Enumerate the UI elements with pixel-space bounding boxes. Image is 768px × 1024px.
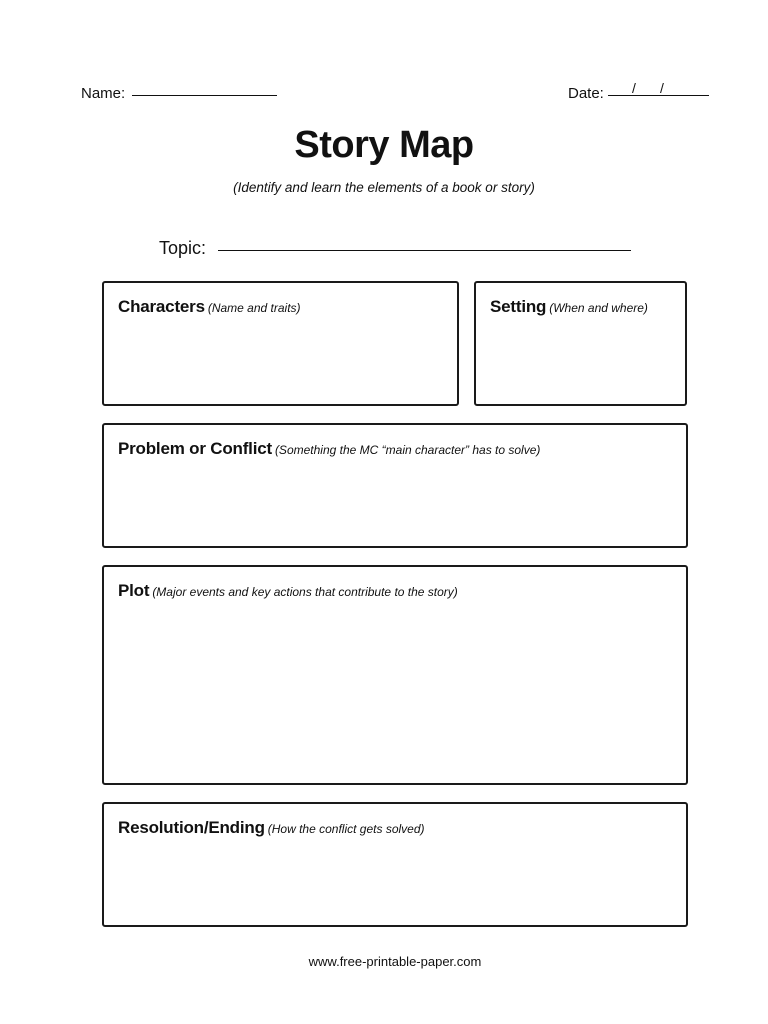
problem-hint: (Something the MC “main character” has to solve): [274, 443, 541, 457]
resolution-hint: (How the conflict gets solved): [267, 822, 425, 836]
setting-title: Setting: [490, 297, 547, 316]
setting-heading: [490, 297, 648, 317]
page-title: Story Map: [294, 124, 474, 166]
problem-title: Problem or Conflict: [118, 439, 272, 458]
plot-heading: [118, 581, 458, 601]
date-line[interactable]: [608, 95, 709, 96]
characters-box[interactable]: [102, 281, 459, 406]
date-slash-1: /: [632, 80, 636, 96]
problem-box[interactable]: [102, 423, 688, 548]
characters-title: Characters: [118, 297, 205, 316]
page-subtitle: (Identify and learn the elements of a book or story): [233, 180, 535, 195]
plot-hint: (Major events and key actions that contribute to the story): [152, 585, 458, 599]
setting-box[interactable]: [474, 281, 687, 406]
characters-hint: (Name and traits): [207, 301, 301, 315]
footer-url: www.free-printable-paper.com: [308, 954, 482, 969]
setting-hint: (When and where): [549, 301, 648, 315]
date-slash-2: /: [660, 80, 664, 96]
topic-line[interactable]: [218, 250, 631, 251]
resolution-title: Resolution/Ending: [118, 818, 265, 837]
characters-heading: [118, 297, 301, 317]
topic-label: Topic:: [159, 238, 207, 258]
plot-title: Plot: [118, 581, 150, 600]
problem-heading: [118, 439, 540, 459]
resolution-box[interactable]: [102, 802, 688, 927]
name-line[interactable]: [132, 95, 277, 96]
date-label: Date:: [568, 85, 604, 102]
name-label: Name:: [81, 85, 126, 102]
plot-box[interactable]: [102, 565, 688, 785]
resolution-heading: [118, 818, 425, 838]
